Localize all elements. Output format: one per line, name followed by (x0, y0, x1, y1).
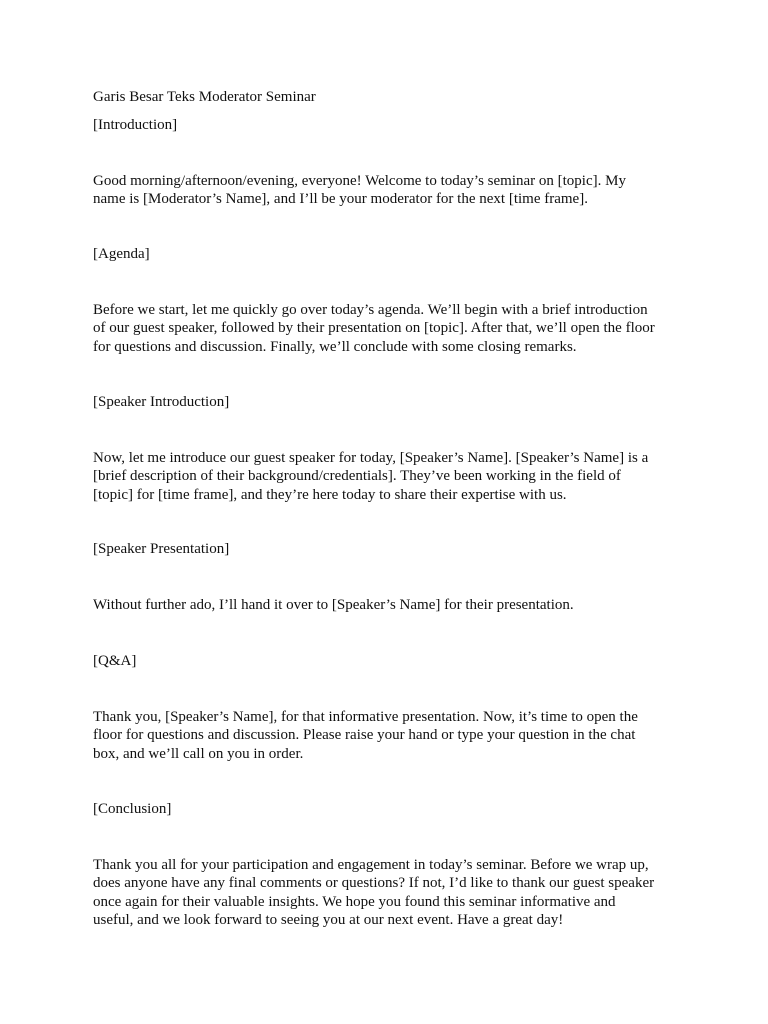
section-heading-agenda: [Agenda] (93, 246, 150, 262)
document-title: Garis Besar Teks Moderator Seminar (93, 89, 316, 105)
body-line: Good morning/afternoon/evening, everyone! Welcome to today’s seminar on [topic]. My (93, 173, 626, 189)
section-body-speaker-introduction (93, 449, 683, 504)
section-body-qa (93, 708, 683, 763)
body-line: name is [Moderator’s Name], and I’ll be your moderator for the next [time frame]. (93, 191, 588, 208)
body-line: Without further ado, I’ll hand it over to [Speaker’s Name] for their presentation. (93, 597, 574, 613)
section-body-introduction (93, 172, 683, 209)
body-line: Thank you all for your participation and engagement in today’s seminar. Before we wrap up, (93, 857, 649, 873)
body-line: for questions and discussion. Finally, we’ll conclude with some closing remarks. (93, 338, 577, 355)
body-line: does anyone have any final comments or questions? If not, I’d like to thank our guest speaker (93, 875, 655, 892)
body-line: box, and we’ll call on you in order. (93, 745, 304, 762)
section-body-conclusion (93, 856, 683, 929)
body-line: floor for questions and discussion. Please raise your hand or type your question in the chat (93, 727, 636, 744)
section-heading-qa: [Q&A] (93, 653, 137, 669)
body-line: [topic] for [time frame], and they’re here today to share their expertise with us. (93, 486, 567, 503)
section-heading-speaker-presentation: [Speaker Presentation] (93, 541, 230, 557)
section-body-speaker-presentation (93, 596, 683, 614)
body-line: [brief description of their background/credentials]. They’ve been working in the field of (93, 468, 621, 485)
section-heading-conclusion: [Conclusion] (93, 801, 172, 817)
body-line: Now, let me introduce our guest speaker for today, [Speaker’s Name]. [Speaker’s Name] is a (93, 450, 649, 466)
section-body-agenda (93, 301, 683, 356)
body-line: Thank you, [Speaker’s Name], for that informative presentation. Now, it’s time to open the (93, 709, 638, 725)
body-line: Before we start, let me quickly go over today’s agenda. We’ll begin with a brief introduction (93, 302, 648, 318)
section-heading-speaker-introduction: [Speaker Introduction] (93, 394, 230, 410)
body-line: once again for their valuable insights. We hope you found this seminar informative and (93, 893, 616, 910)
body-line: useful, and we look forward to seeing you at our next event. Have a great day! (93, 911, 564, 928)
body-line: of our guest speaker, followed by their presentation on [topic]. After that, we’ll open the floor (93, 320, 655, 337)
section-heading-introduction: [Introduction] (93, 117, 178, 133)
